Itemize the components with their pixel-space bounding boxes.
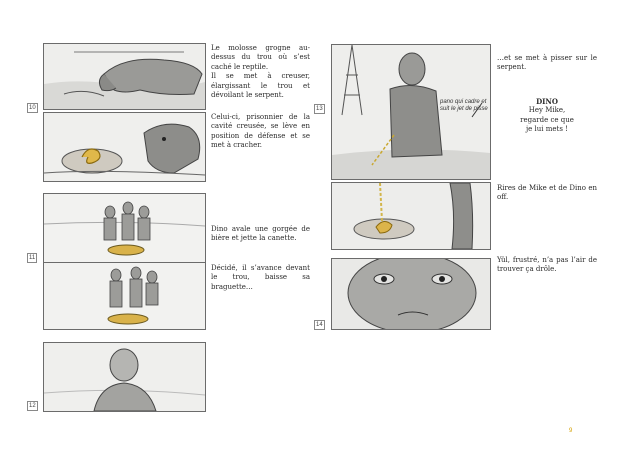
panel-14 — [331, 258, 491, 330]
dialogue-line-1: Hey Mike, — [528, 106, 566, 115]
shot-11-text-a: Dino avale une gorgée de bière et jette la canette. — [211, 225, 310, 243]
shot-10-text-a: Le molosse grogne au-dessus du trou où s’est caché le reptile. — [211, 44, 310, 71]
shot-13-text-b: Rires de Mike et de Dino en off. — [497, 184, 597, 202]
shot-number-13: 13 — [316, 106, 323, 112]
camera-note: pano qui cadre et suit le jet de pisse — [440, 99, 488, 112]
dialogue-block — [497, 97, 597, 135]
snake-in-hole-illustration — [44, 113, 205, 181]
shot-number-10: 10 — [29, 105, 36, 111]
panel-10b — [43, 112, 206, 182]
panel-10a — [43, 43, 206, 110]
shot-10-text-b: Il se met à creuser, élargissant le trou et dévoilant le serpent. — [211, 72, 310, 100]
shot-10-text-c: Celui-ci, prisonnier de la cavité creusée, se lève en position de défense et se met à cracher. — [211, 113, 310, 150]
shot-number-11: 11 — [29, 255, 36, 261]
shot-number-14: 14 — [316, 322, 323, 328]
panel-11a — [43, 193, 206, 263]
boy-closeup-illustration — [44, 343, 205, 411]
shot-13-text-a: …et se met à pisser sur le serpent. — [497, 54, 597, 72]
panel-13b — [331, 182, 491, 250]
page-number: 9 — [569, 428, 573, 434]
urine-on-snake-illustration — [332, 183, 490, 249]
shot-11-text-b: Décidé, il s’avance devant le trou, baisse sa braguette… — [211, 264, 310, 291]
dialogue-line-3: je lui mets ! — [526, 125, 568, 134]
dialogue-line-2: regarde ce que — [520, 115, 574, 124]
dog-digging-illustration — [44, 44, 205, 109]
shot-14-text-a: Yül, frustré, n’a pas l’air de trouver ça drôle. — [497, 256, 597, 274]
dino-approaches-illustration — [44, 263, 205, 329]
shot-number-12: 12 — [29, 403, 36, 409]
panel-11b — [43, 262, 206, 330]
panel-12 — [43, 342, 206, 412]
speaker-name: DINO — [536, 97, 558, 106]
yul-face-closeup-illustration — [332, 259, 490, 329]
shot-10-description — [211, 44, 310, 100]
group-at-hole-illustration — [44, 194, 205, 262]
